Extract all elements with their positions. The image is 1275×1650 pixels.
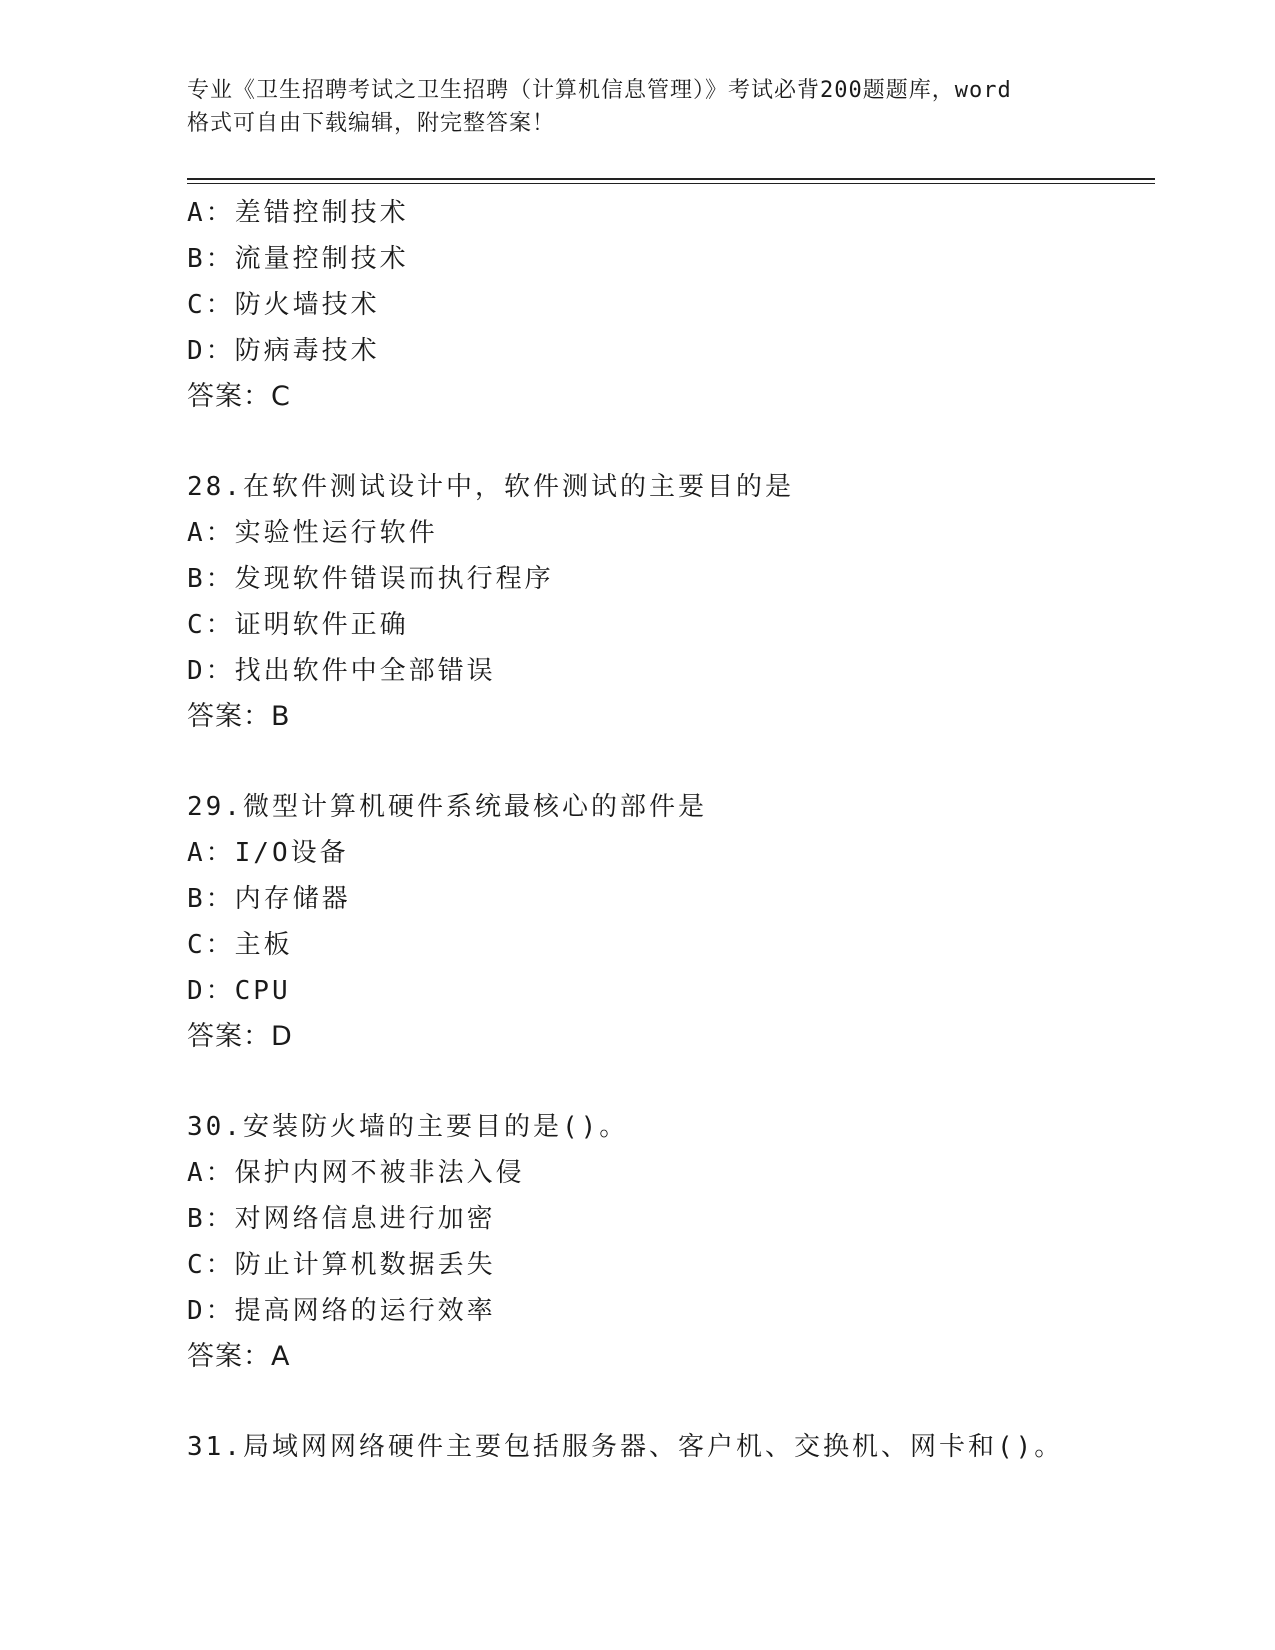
question-30-block [187,1104,1155,1380]
option-b: B：对网络信息进行加密 [187,1204,496,1234]
header-line-1: 专业《卫生招聘考试之卫生招聘（计算机信息管理）》考试必背200题题库，word [187,78,1012,103]
spacer [187,1060,1155,1104]
option-c: C：主板 [187,930,293,960]
option-c: C：防火墙技术 [187,290,380,320]
spacer [187,420,1155,464]
option-d: D：CPU [187,976,291,1006]
question-28-block [187,464,1155,740]
question-text: 30.安装防火墙的主要目的是()。 [187,1112,629,1142]
option-a: A：差错控制技术 [187,198,409,228]
header-rule-secondary [187,183,1155,184]
header-line-2: 格式可自由下载编辑，附完整答案！ [187,111,556,136]
option-d: D：防病毒技术 [187,336,380,366]
option-a: A：I/O设备 [187,838,349,868]
document-header [187,74,1087,140]
question-text: 28.在软件测试设计中，软件测试的主要目的是 [187,472,794,502]
option-a: A：实验性运行软件 [187,518,438,548]
option-c: C：防止计算机数据丢失 [187,1250,496,1280]
question-text: 31.局域网网络硬件主要包括服务器、客户机、交换机、网卡和()。 [187,1432,1064,1462]
answer-line: 答案：A [187,1341,291,1372]
question-27-block [187,190,1155,420]
option-a: A：保护内网不被非法入侵 [187,1158,525,1188]
option-d: D：提高网络的运行效率 [187,1296,496,1326]
spacer [187,740,1155,784]
option-c: C：证明软件正确 [187,610,409,640]
option-b: B：内存储器 [187,884,351,914]
option-d: D：找出软件中全部错误 [187,656,496,686]
question-list [187,190,1155,1470]
question-text: 29.微型计算机硬件系统最核心的部件是 [187,792,707,822]
answer-line: 答案：C [187,381,291,412]
option-b: B：发现软件错误而执行程序 [187,564,554,594]
question-29-block [187,784,1155,1060]
option-b: B：流量控制技术 [187,244,409,274]
answer-line: 答案：D [187,1021,293,1052]
header-rule [187,178,1155,180]
question-31-block [187,1424,1155,1470]
answer-line: 答案：B [187,701,291,732]
spacer [187,1380,1155,1424]
